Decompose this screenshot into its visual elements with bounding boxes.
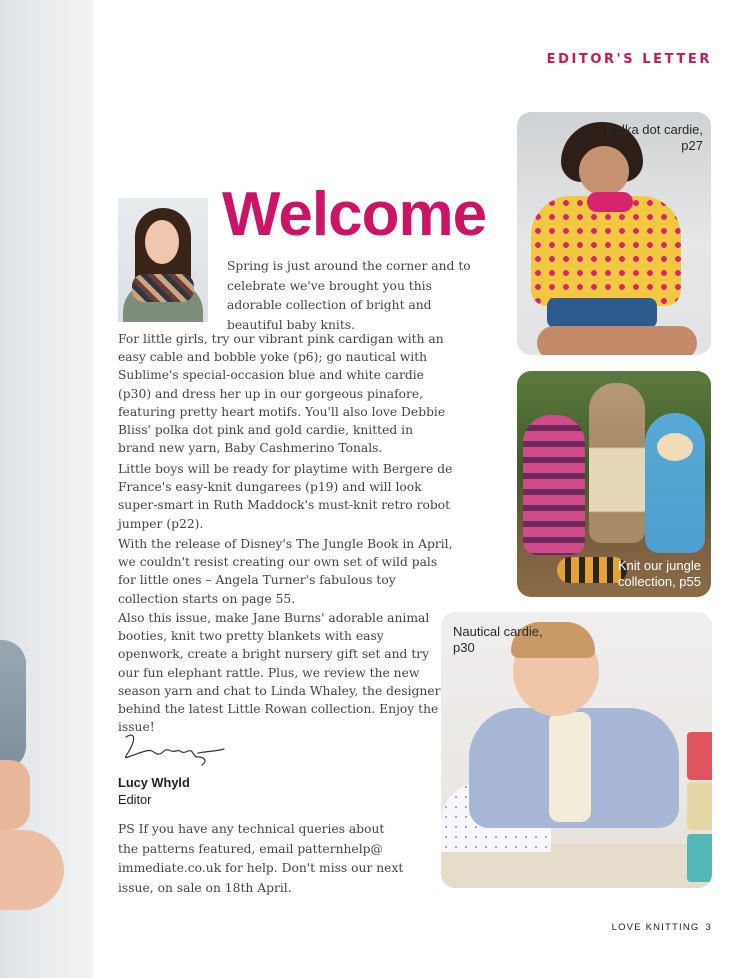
- toy-cat: [523, 415, 585, 555]
- toddler-face: [579, 146, 629, 196]
- page-number: 3: [705, 922, 712, 933]
- photo-caption: Knit our jungle collection, p55: [617, 558, 701, 589]
- toy-block: [687, 834, 712, 882]
- toy-block: [687, 782, 712, 830]
- photo-jungle-collection: [517, 371, 711, 597]
- toddler-shorts: [547, 298, 657, 328]
- headshot-face: [145, 220, 179, 264]
- author-name: Lucy Whyld: [118, 775, 190, 790]
- edge-photo-baby: [0, 0, 93, 978]
- ps-paragraph: PS If you have any technical queries about the patterns featured, email patternhelp@ immediate.co.uk for help. Don't miss our next issue, on sale on 18th April.: [118, 822, 404, 895]
- page-title: Welcome: [222, 180, 487, 249]
- toddler-cardigan: [531, 196, 681, 306]
- magazine-name: LOVE KNITTING: [611, 922, 700, 933]
- edge-photo-foot: [0, 830, 64, 910]
- body-paragraph-2: Little boys will be ready for playtime with Bergere de France's easy-knit dungarees (p19) and will look super-smart in Ruth Maddock's must-knit retro robot jumper (p22).: [118, 462, 453, 531]
- photo-nautical-cardie: [441, 612, 712, 888]
- toy-bear: [589, 383, 645, 543]
- page-footer: [612, 922, 712, 933]
- toddler-legs: [537, 326, 697, 355]
- body-paragraph-3: With the release of Disney's The Jungle Book in April, we couldn't resist creating our own set of wild pals for little ones – Angela Turner's fabulous toy collection starts on page 55.: [118, 537, 453, 606]
- body-paragraph-4: Also this issue, make Jane Burns' adorable animal booties, knit two pretty blankets with easy openwork, create a bright nursery gift set and try our fun elephant rattle. Plus, we review the new season yarn and chat to Linda Whaley, the designer behind the latest Little Rowan collection. Enjoy the issue!: [118, 611, 441, 735]
- body-paragraph-1: For little girls, try our vibrant pink cardigan with an easy cable and bobble yoke (p6); go nautical with Sublime's special-occasion blue and white cardie (p30) and dress her up in our gorgeous pinafore, featuring pretty heart motifs. You'll also love Debbie Bliss' polka dot pink and gold cardie, knitted in brand new yarn, Baby Cashmerino Tonals.: [118, 332, 446, 456]
- section-label: EDITOR'S LETTER: [546, 52, 712, 67]
- headshot-scarf: [132, 274, 194, 302]
- photo-caption: Polka dot cardie, p27: [606, 122, 703, 153]
- toy-monkey-face: [657, 433, 693, 461]
- signature: [118, 727, 228, 767]
- edge-photo-hand: [0, 760, 30, 830]
- photo-polka-dot-cardie: [517, 112, 711, 355]
- intro-paragraph: Spring is just around the corner and to celebrate we've brought you this adorable collection of bright and beautiful baby knits.: [227, 259, 471, 332]
- edge-photo-sleeve: [0, 640, 26, 770]
- photo-caption: Nautical cardie, p30: [453, 624, 543, 655]
- editor-headshot: [118, 198, 208, 322]
- toddler-collar: [587, 192, 633, 212]
- author-role: Editor: [118, 792, 152, 807]
- baby-cardigan-trim: [549, 712, 591, 822]
- toy-block: [687, 732, 712, 780]
